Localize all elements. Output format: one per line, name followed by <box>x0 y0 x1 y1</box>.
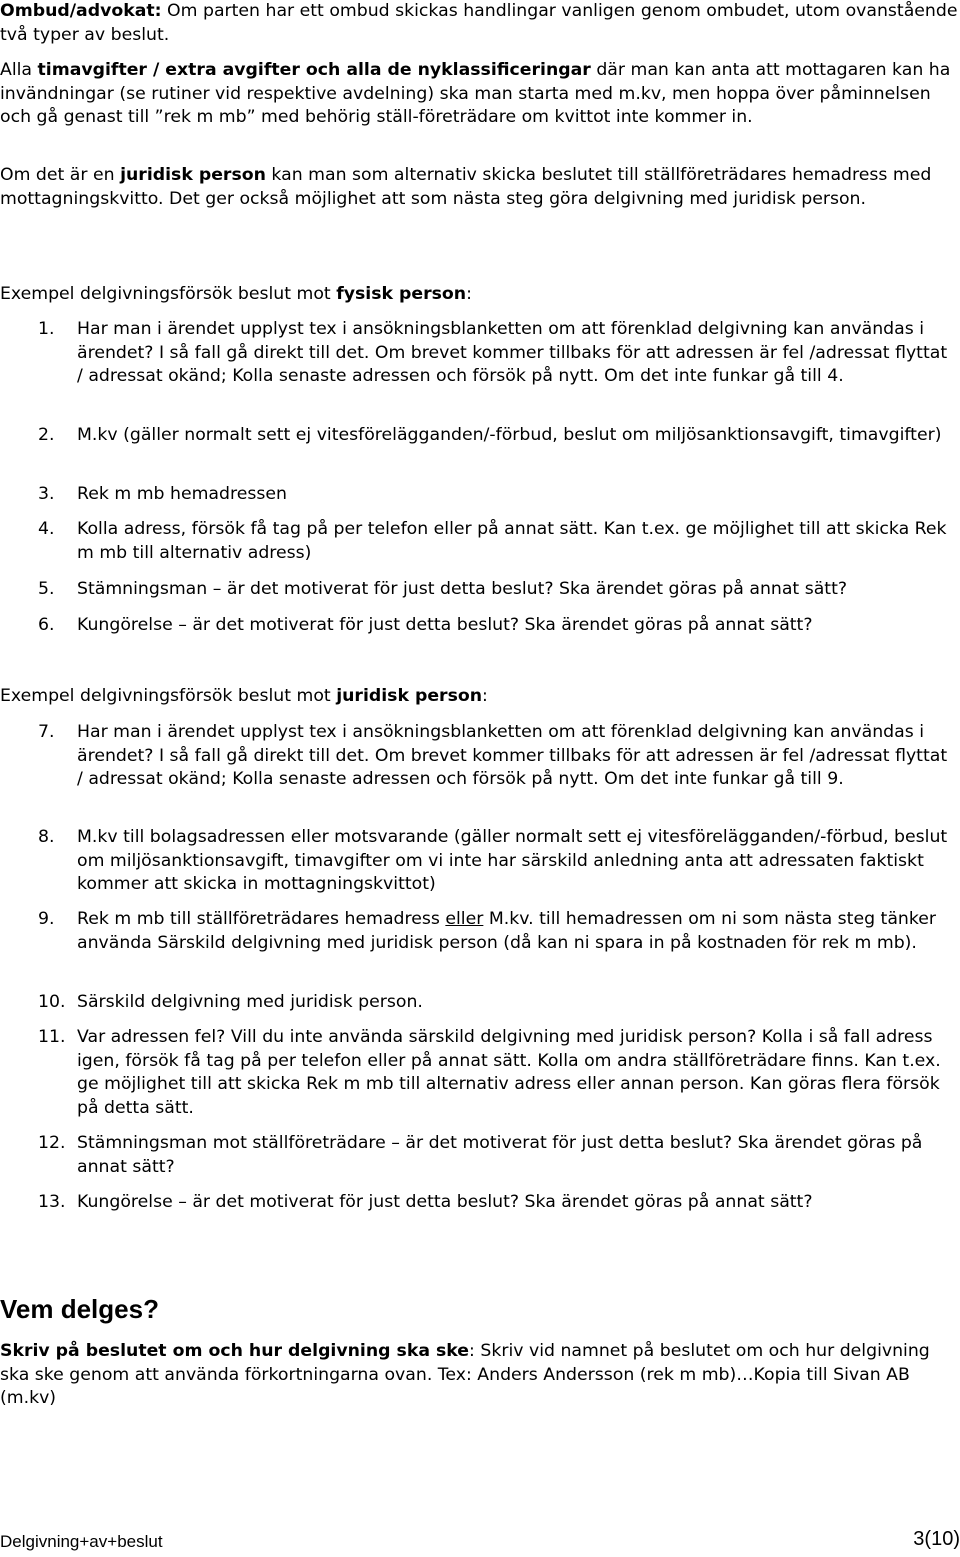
paragraph-ombud <box>0 0 958 47</box>
juridisk-heading-bold: juridisk person <box>336 686 483 706</box>
list-text <box>77 908 958 955</box>
item9-lead: Rek m mb till ställföreträdares hemadress <box>77 909 446 929</box>
list-number: 9. <box>38 909 55 929</box>
list-number: 4. <box>38 519 55 539</box>
vem-text: : Skriv vid namnet på beslutet om och hur delgivning ska ske genom att använda förkortningarna ovan. Tex: Anders Andersson (rek m mb)…Kopia till Sivan AB (m.kv) <box>0 1341 930 1408</box>
juridisk-heading-tail: : <box>482 686 488 706</box>
list-number: 13. <box>38 1192 66 1212</box>
heading-fysisk-person <box>0 283 958 307</box>
footer-document-name: Delgivning+av+beslut <box>0 1532 163 1551</box>
ombud-text: Om parten har ett ombud skickas handlingar vanligen genom ombudet, utom ovanstående två typer av beslut. <box>0 1 958 45</box>
list-text: Var adressen fel? Vill du inte använda särskild delgivning med juridisk person? Kolla i så fall adress igen, försök få tag på per telefon eller på annat sätt. Kolla om andra ställföreträdare finns. Kan t.ex. ge möjlighet till att skicka Rek m mb till alternativ adress eller annan person. Kan göras flera försök på detta sätt. <box>77 1027 941 1118</box>
timavgifter-lead: Alla <box>0 60 38 80</box>
item9-underlined: eller <box>445 909 484 929</box>
timavgifter-text: där man kan anta att mottagaren kan ha invändningar (se rutiner vid respektive avdelning) ska man starta med m.kv, men hoppa över påminnelsen och gå genast till ”rek m mb” med behörig ställ-företrädare om kvittot inte kommer in. <box>0 60 951 127</box>
list-number: 1. <box>38 319 55 339</box>
fysisk-heading-tail: : <box>466 284 472 304</box>
ombud-label: Ombud/advokat: <box>0 1 162 21</box>
list-number: 12. <box>38 1133 66 1153</box>
list-number: 3. <box>38 484 55 504</box>
fysisk-heading-lead: Exempel delgivningsförsök beslut mot <box>0 284 337 304</box>
list-text: M.kv (gäller normalt sett ej vitesförelägganden/-förbud, beslut om miljösanktionsavgift, timavgifter) <box>77 425 942 445</box>
paragraph-timavgifter <box>0 59 958 130</box>
footer-page-number: 3(10) <box>913 1528 960 1550</box>
list-text: Kungörelse – är det motiverat för just detta beslut? Ska ärendet göras på annat sätt? <box>77 615 813 635</box>
juridisk-alt-text: kan man som alternativ skicka beslutet till ställföreträdares hemadress med mottagningskvitto. Det ger också möjlighet att som nästa steg göra delgivning med juridisk person. <box>0 165 932 209</box>
list-text: Har man i ärendet upplyst tex i ansökningsblanketten om att förenklad delgivning kan användas i ärendet? I så fall gå direkt till det. Om brevet kommer tillbaks för att adressen är fel /adressat flyttat / adressat okänd; Kolla senaste adressen och försök på nytt. Om det inte funkar gå till 4. <box>77 319 948 386</box>
heading-juridisk-person <box>0 685 958 709</box>
list-text: M.kv till bolagsadressen eller motsvarande (gäller normalt sett ej vitesförelägganden/-förbud, beslut om miljösanktionsavgift, timavgifter om vi inte har särskild anledning anta att adressaten faktiskt kommer att skicka in mottagningskvittot) <box>77 827 948 894</box>
fysisk-heading-bold: fysisk person <box>336 284 467 304</box>
list-text: Stämningsman mot ställföreträdare – är det motiverat för just detta beslut? Ska ärendet göras på annat sätt? <box>77 1133 923 1177</box>
list-number: 11. <box>38 1027 66 1047</box>
list-text: Har man i ärendet upplyst tex i ansökningsblanketten om att förenklad delgivning kan användas i ärendet? I så fall gå direkt till det. Om brevet kommer tillbaks för att adressen är fel /adressat flyttat / adressat okänd; Kolla senaste adressen och försök på nytt. Om det inte funkar gå till 9. <box>77 722 948 789</box>
list-text: Kolla adress, försök få tag på per telefon eller på annat sätt. Kan t.ex. ge möjlighet till att skicka Rek m mb till alternativ adress) <box>77 519 947 563</box>
list-text: Kungörelse – är det motiverat för just detta beslut? Ska ärendet göras på annat sätt? <box>77 1192 813 1212</box>
list-number: 2. <box>38 425 55 445</box>
timavgifter-bold: timavgifter / extra avgifter och alla de nyklassificeringar <box>37 60 591 80</box>
list-number: 5. <box>38 579 55 599</box>
juridisk-alt-lead: Om det är en <box>0 165 121 185</box>
section-heading-vem-delges: Vem delges? <box>0 1294 159 1324</box>
juridisk-alt-bold: juridisk person <box>120 165 266 185</box>
list-number: 7. <box>38 722 55 742</box>
list-number: 6. <box>38 615 55 635</box>
juridisk-heading-lead: Exempel delgivningsförsök beslut mot <box>0 686 337 706</box>
list-text: Särskild delgivning med juridisk person. <box>77 992 423 1012</box>
paragraph-juridisk-alternativ <box>0 164 958 211</box>
list-number: 10. <box>38 992 66 1012</box>
list-text: Stämningsman – är det motiverat för just detta beslut? Ska ärendet göras på annat sätt? <box>77 579 848 599</box>
vem-bold: Skriv på beslutet om och hur delgivning ska ske <box>0 1341 470 1361</box>
item9-rest: M.kv. till hemadressen om ni som nästa steg tänker använda Särskild delgivning med juridisk person (då kan ni spara in på kostnaden för rek m mb). <box>77 909 937 953</box>
paragraph-vem-delges <box>0 1340 958 1411</box>
list-text: Rek m mb hemadressen <box>77 484 287 504</box>
list-number: 8. <box>38 827 55 847</box>
